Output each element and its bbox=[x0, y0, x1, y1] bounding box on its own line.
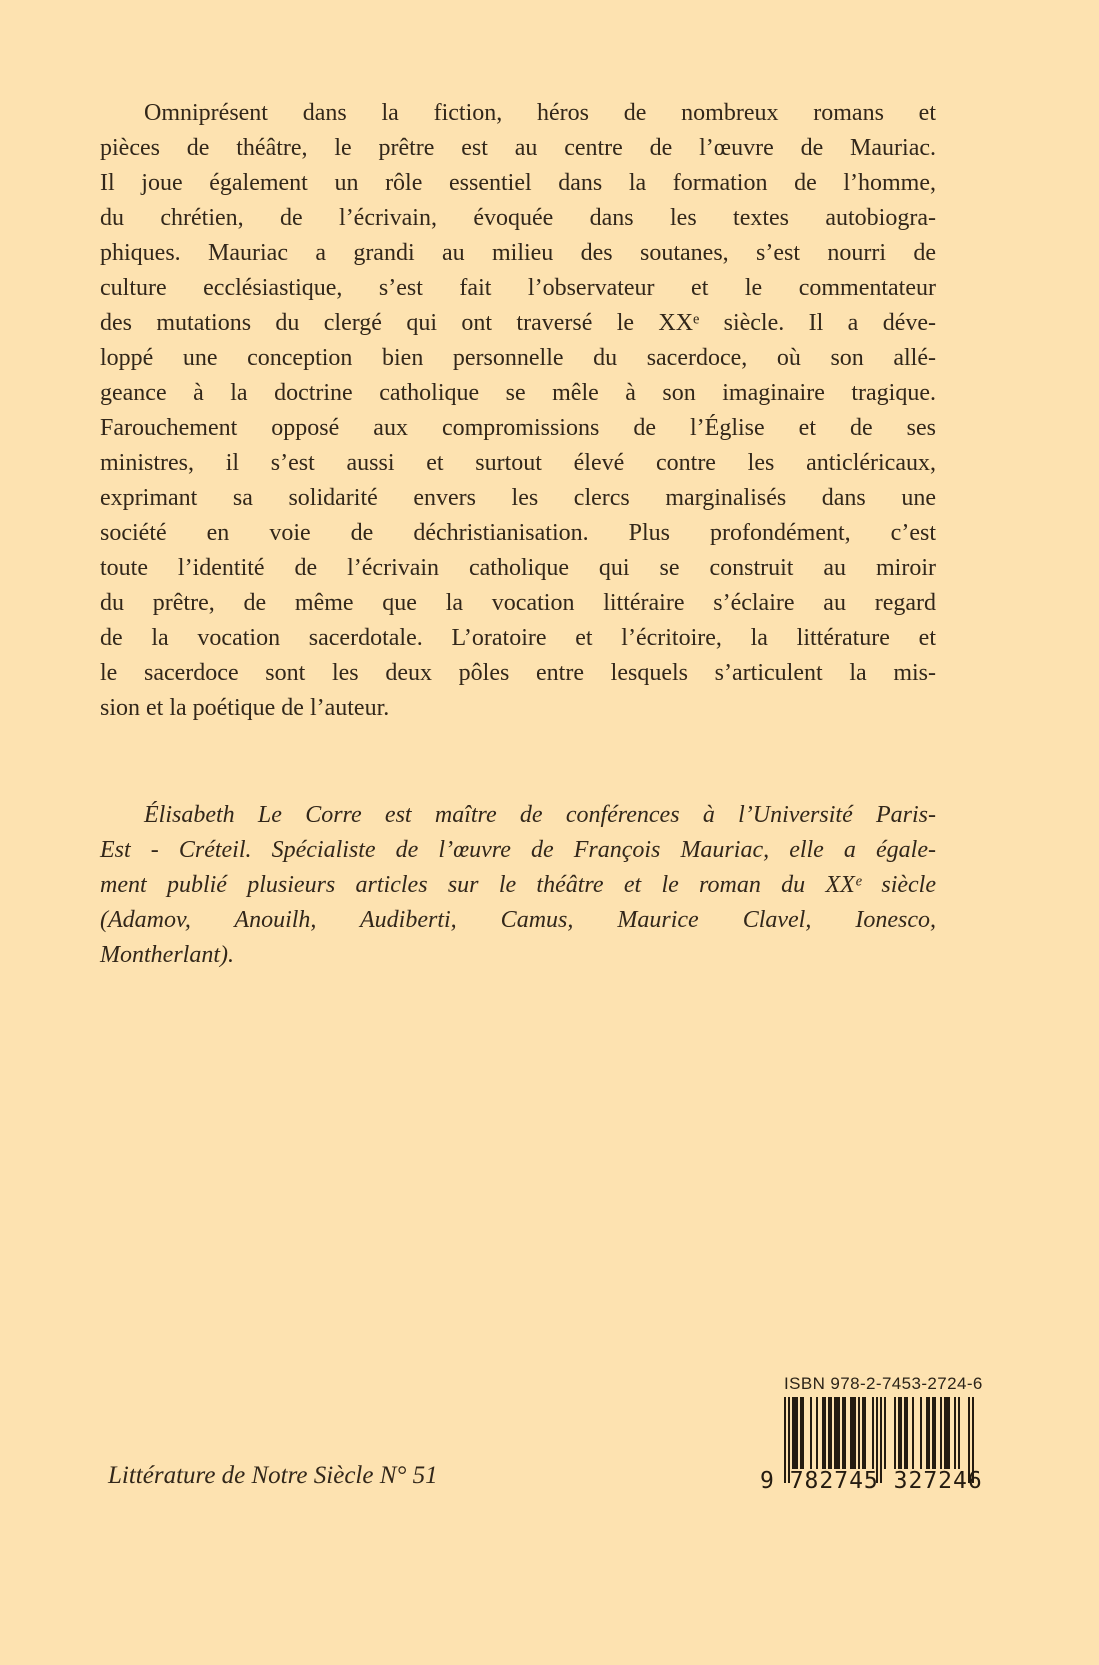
synopsis-line: Farouchement opposé aux compromissions de l’Église et de ses bbox=[100, 415, 936, 441]
synopsis-line: Il joue également un rôle essentiel dans la formation de l’homme, bbox=[100, 170, 936, 196]
synopsis-line: du prêtre, de même que la vocation littéraire s’éclaire au regard bbox=[100, 590, 936, 616]
isbn-barcode-block bbox=[760, 1374, 983, 1494]
synopsis-line: exprimant sa solidarité envers les clercs marginalisés dans une bbox=[100, 485, 936, 511]
synopsis-line: société en voie de déchristianisation. Plus profondément, c’est bbox=[100, 520, 936, 546]
isbn-label: ISBN 978-2-7453-2724-6 bbox=[784, 1374, 983, 1393]
ean-digits: 9 782745 327246 bbox=[760, 1468, 983, 1494]
synopsis-line: des mutations du clergé qui ont traversé le XXᵉ siècle. Il a déve- bbox=[100, 310, 936, 336]
synopsis-paragraph bbox=[100, 96, 936, 726]
bio-line: Montherlant). bbox=[100, 942, 234, 968]
bio-line: ment publié plusieurs articles sur le théâtre et le roman du XXᵉ siècle bbox=[100, 872, 936, 898]
bio-line: Élisabeth Le Corre est maître de conférences à l’Université Paris- bbox=[144, 802, 936, 828]
synopsis-line: Omniprésent dans la fiction, héros de nombreux romans et bbox=[144, 100, 936, 126]
synopsis-line: phiques. Mauriac a grandi au milieu des soutanes, s’est nourri de bbox=[100, 240, 936, 266]
synopsis-line: de la vocation sacerdotale. L’oratoire et l’écritoire, la littérature et bbox=[100, 625, 936, 651]
synopsis-line: le sacerdoce sont les deux pôles entre lesquels s’articulent la mis- bbox=[100, 660, 936, 686]
bio-line: Est - Créteil. Spécialiste de l’œuvre de François Mauriac, elle a égale- bbox=[100, 837, 936, 863]
author-bio-paragraph bbox=[100, 798, 936, 973]
synopsis-line: du chrétien, de l’écrivain, évoquée dans les textes autobiogra- bbox=[100, 205, 936, 231]
synopsis-line: loppé une conception bien personnelle du sacerdoce, où son allé- bbox=[100, 345, 936, 371]
synopsis-line: culture ecclésiastique, s’est fait l’observateur et le commentateur bbox=[100, 275, 936, 301]
series-title: Littérature de Notre Siècle N° 51 bbox=[108, 1462, 438, 1489]
synopsis-line: ministres, il s’est aussi et surtout élevé contre les anticléricaux, bbox=[100, 450, 936, 476]
synopsis-line: toute l’identité de l’écrivain catholique qui se construit au miroir bbox=[100, 555, 936, 581]
bio-line: (Adamov, Anouilh, Audiberti, Camus, Maurice Clavel, Ionesco, bbox=[100, 907, 936, 933]
synopsis-line: pièces de théâtre, le prêtre est au centre de l’œuvre de Mauriac. bbox=[100, 135, 936, 161]
synopsis-line: sion et la poétique de l’auteur. bbox=[100, 695, 390, 721]
synopsis-line: geance à la doctrine catholique se mêle à son imaginaire tragique. bbox=[100, 380, 936, 406]
